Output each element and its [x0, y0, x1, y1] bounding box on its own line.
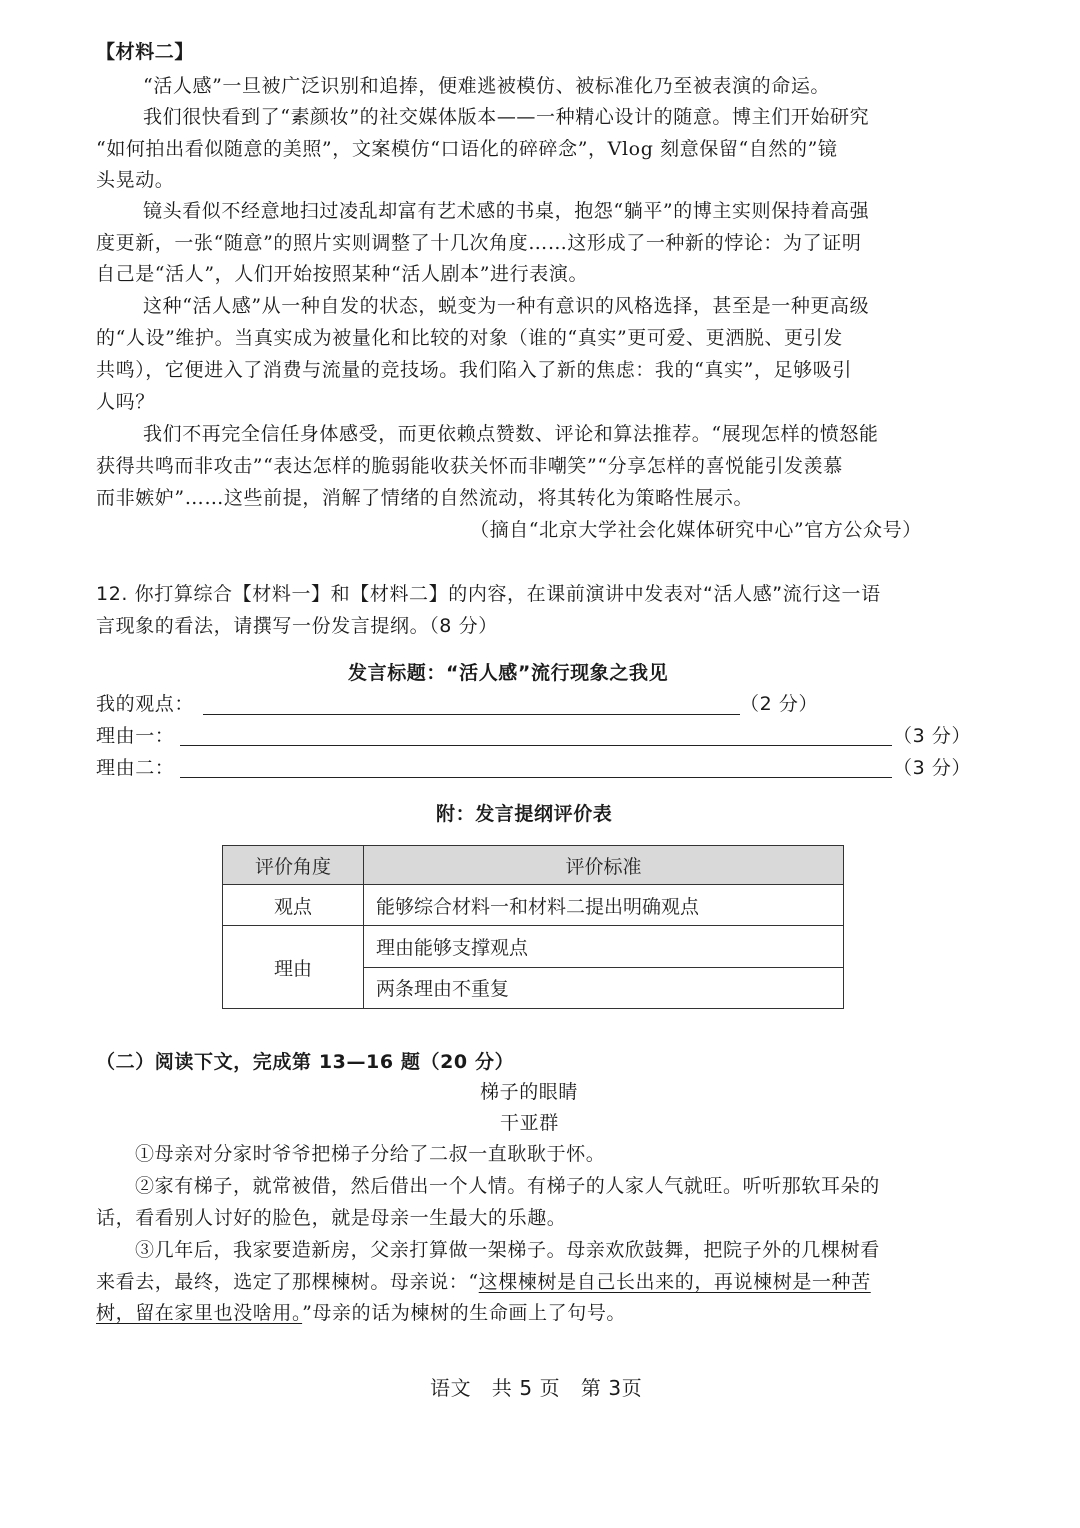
- paragraph-line: “活人感”一旦被广泛识别和追捧，便难逃被模仿、被标准化乃至被表演的命运。: [143, 75, 831, 97]
- paragraph-line: 镜头看似不经意地扫过凌乱却富有艺术感的书桌，抱怨“躺平”的博主实则保持着高强: [143, 200, 870, 222]
- row-angle: 观点: [223, 885, 364, 926]
- table-row: [223, 926, 844, 968]
- material-heading: 【材料二】: [96, 41, 195, 63]
- paragraph-line: 而非嫉妒”……这些前提，消解了情绪的自然流动，将其转化为策略性展示。: [96, 487, 754, 509]
- paragraph-line: 的“人设”维护。当真实成为被量化和比较的对象（谁的“真实”更可爱、更洒脱、更引发: [96, 327, 843, 349]
- section-heading: （二）阅读下文，完成第 13—16 题（20 分）: [96, 1051, 515, 1073]
- question-12-text: 12. 你打算综合【材料一】和【材料二】的内容，在课前演讲中发表对“活人感”流行这一语: [96, 583, 881, 605]
- header-standard: 评价标准: [364, 846, 844, 885]
- row-standard: 理由能够支撑观点: [364, 926, 844, 968]
- paragraph-line: [96, 1270, 871, 1294]
- paragraph-line: 获得共鸣而非攻击”“表达怎样的脆弱能收获关怀而非嘲笑”“分享怎样的喜悦能引发羡慕: [96, 455, 843, 477]
- row-standard: 能够综合材料一和材料二提出明确观点: [364, 885, 844, 926]
- reason1-label: 理由一：: [96, 725, 175, 747]
- reason2-label: 理由二：: [96, 757, 175, 779]
- viewpoint-label: 我的观点：: [96, 693, 195, 715]
- reason1-answer-line[interactable]: [180, 745, 892, 746]
- question-12-text: 言现象的看法，请撰写一份发言提纲。（8 分）: [96, 615, 498, 637]
- paragraph-line: 话，看看别人讨好的脸色，就是母亲一生最大的乐趣。: [96, 1207, 567, 1229]
- paragraph-line: [96, 1301, 626, 1325]
- article-author: 干亚群: [500, 1112, 559, 1134]
- paragraph-line: ①母亲对分家时爷爷把梯子分给了二叔一直耿耿于怀。: [135, 1143, 606, 1165]
- paragraph-line: 我们很快看到了“素颜妆”的社交媒体版本——一种精心设计的随意。博主们开始研究: [143, 106, 870, 128]
- text-segment: ”母亲的话为楝树的生命画上了句号。: [302, 1302, 627, 1324]
- row-angle: 理由: [223, 926, 364, 1009]
- eval-table-title: 附：发言提纲评价表: [436, 803, 613, 825]
- underlined-sentence: 这棵楝树是自己长出来的，再说楝树是一种苦: [478, 1271, 871, 1293]
- eval-table: [222, 845, 844, 1009]
- paragraph-line: “如何拍出看似随意的美照”，文案模仿“口语化的碎碎念”，Vlog 刻意保留“自然的”镜: [96, 138, 838, 160]
- header-angle: 评价角度: [223, 846, 364, 885]
- paragraph-line: 自己是“活人”，人们开始按照某种“活人剧本”进行表演。: [96, 263, 589, 285]
- paragraph-line: 我们不再完全信任身体感受，而更依赖点赞数、评论和算法推荐。“展现怎样的愤怒能: [143, 423, 879, 445]
- reason2-score: （3 分）: [893, 757, 972, 779]
- paragraph-line: ③几年后，我家要造新房，父亲打算做一架梯子。母亲欢欣鼓舞，把院子外的几棵树看: [135, 1239, 880, 1261]
- paragraph-line: 这种“活人感”从一种自发的状态，蜕变为一种有意识的风格选择，甚至是一种更高级: [143, 295, 870, 317]
- paragraph-line: 共鸣），它便进入了消费与流量的竞技场。我们陷入了新的焦虑：我的“真实”，足够吸引: [96, 359, 852, 381]
- source-citation: （摘自“北京大学社会化媒体研究中心”官方公众号）: [470, 519, 922, 541]
- page-footer: 语文 共 5 页 第 3页: [430, 1376, 643, 1400]
- table-row: [223, 885, 844, 926]
- paragraph-line: ②家有梯子，就常被借，然后借出一个人情。有梯子的人家人气就旺。听听那软耳朵的: [135, 1175, 880, 1197]
- underlined-sentence: 树，留在家里也没啥用。: [96, 1302, 303, 1324]
- paragraph-line: 人吗？: [96, 391, 155, 413]
- reason1-score: （3 分）: [893, 725, 972, 747]
- text-segment: 来看去，最终，选定了那棵楝树。母亲说：“: [96, 1271, 479, 1293]
- paragraph-line: 度更新，一张“随意”的照片实则调整了十几次角度……这形成了一种新的悖论：为了证明: [96, 232, 862, 254]
- paragraph-line: 头晃动。: [96, 169, 175, 191]
- speech-title: 发言标题：“活人感”流行现象之我见: [348, 662, 669, 684]
- viewpoint-answer-line[interactable]: [203, 714, 740, 715]
- viewpoint-score: （2 分）: [740, 693, 819, 715]
- row-standard: 两条理由不重复: [364, 967, 844, 1009]
- reason2-answer-line[interactable]: [180, 777, 892, 778]
- article-title: 梯子的眼睛: [480, 1081, 579, 1103]
- table-header-row: [223, 846, 844, 885]
